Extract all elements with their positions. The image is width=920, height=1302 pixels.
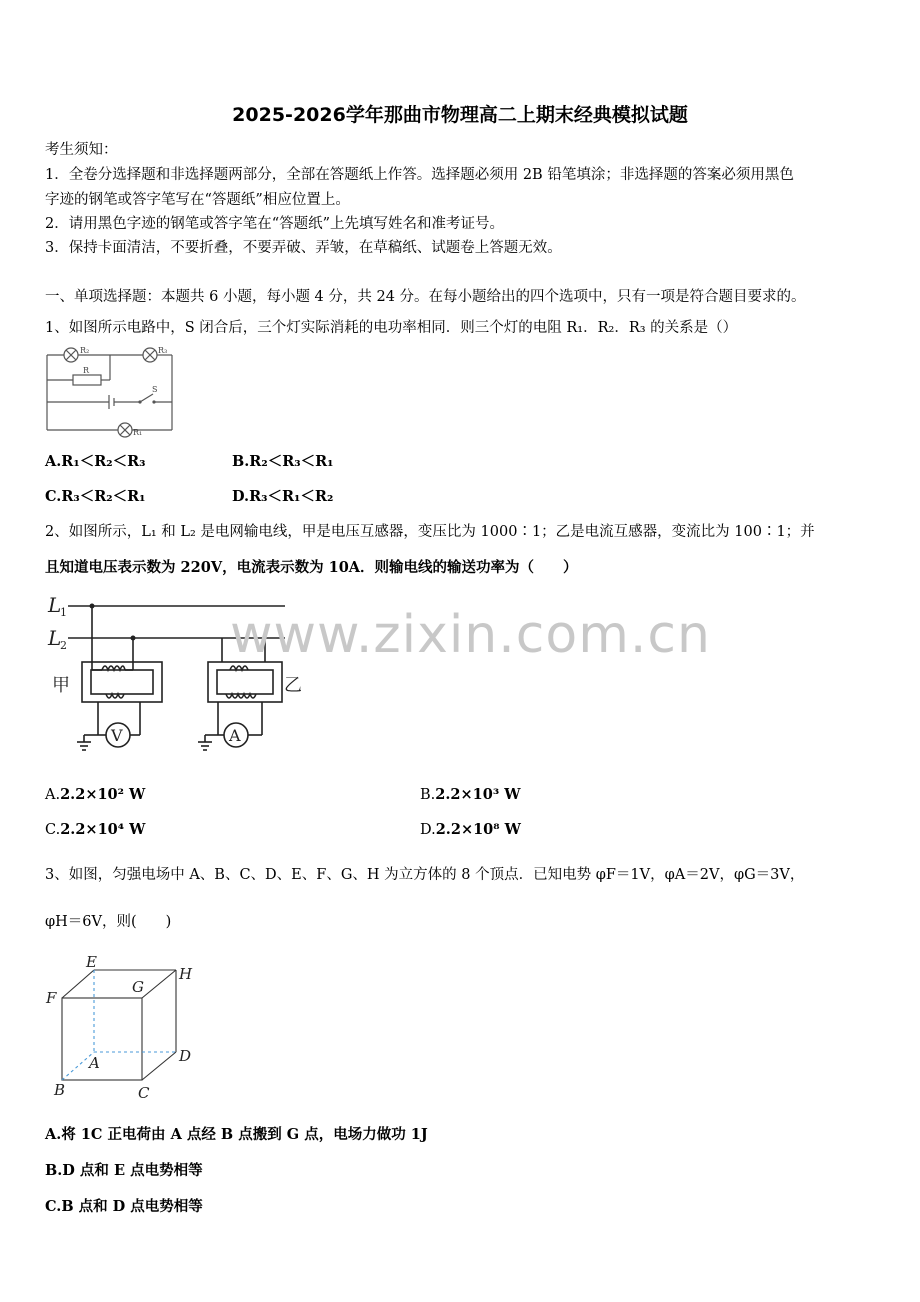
q2-stem-line1: 2、如图所示，L₁ 和 L₂ 是电网输电线，甲是电压互感器，变压比为 1000∶1；乙是电流互感器，变流比为 100∶1；并 — [45, 524, 815, 540]
q3-stem-line1: 3、如图，匀强电场中 A、B、C、D、E、F、G、H 为立方体的 8 个顶点．已知电势 φF＝1V，φA＝2V，φG＝3V， — [45, 867, 805, 883]
vertex-f: F — [46, 989, 57, 1007]
option-value: 2.2×10⁸ W — [435, 821, 521, 838]
q1-option-b: B.R₂＜R₃＜R₁ — [232, 453, 334, 470]
watermark: www.zixin.com.cn — [230, 605, 711, 665]
vertex-g: G — [132, 978, 144, 996]
notice-item: 1．全卷分选择题和非选择题两部分，全部在答题纸上作答。选择题必须用 2B 铅笔填涂；非选择题的答案必须用黑色 — [45, 167, 794, 183]
q3-option-a: A.将 1C 正电荷由 A 点经 B 点搬到 G 点，电场力做功 1J — [45, 1126, 428, 1143]
label-l2: L — [48, 626, 62, 650]
q1-option-c: C.R₃＜R₂＜R₁ — [45, 488, 146, 505]
ammeter-label: A — [229, 726, 241, 745]
q1-option-d: D.R₃＜R₁＜R₂ — [232, 488, 334, 505]
q2-option-b — [420, 786, 521, 803]
option-value: 2.2×10³ W — [435, 786, 521, 803]
q3-option-c: C.B 点和 D 点电势相等 — [45, 1198, 203, 1215]
q3-cube-diagram — [40, 950, 200, 1100]
q1-circuit-diagram — [40, 340, 180, 440]
q3-option-b: B.D 点和 E 点电势相等 — [45, 1162, 203, 1179]
label-r1: R₁ — [133, 428, 143, 437]
q1-option-a: A.R₁＜R₂＜R₃ — [45, 453, 146, 470]
label-jia: 甲 — [52, 675, 70, 696]
label-l2-sub: 2 — [60, 639, 67, 652]
voltmeter-label: V — [111, 726, 123, 745]
q2-stem-line2: 且知道电压表示数为 220V，电流表示数为 10A．则输电线的输送功率为（ ） — [45, 559, 578, 576]
q1-stem: 1、如图所示电路中，S 闭合后，三个灯实际消耗的电功率相同．则三个灯的电阻 R₁．R₂．R₃ 的关系是（） — [45, 320, 738, 336]
label-s: S — [152, 385, 158, 394]
q3-stem-line2: φH＝6V，则( ) — [45, 914, 172, 930]
label-yi: 乙 — [284, 675, 302, 696]
option-prefix: A. — [45, 787, 61, 803]
vertex-h: H — [179, 965, 193, 983]
section-heading: 一、单项选择题：本题共 6 小题，每小题 4 分，共 24 分。在每小题给出的四个选项中，只有一项是符合题目要求的。 — [45, 289, 806, 305]
page-title: 2025-2026学年那曲市物理高二上期末经典模拟试题 — [232, 104, 688, 126]
option-prefix: B. — [420, 787, 436, 803]
option-value: 2.2×10² W — [60, 786, 146, 803]
q2-option-c — [45, 821, 145, 838]
option-prefix: D. — [420, 822, 436, 838]
label-l1: L — [48, 593, 62, 617]
option-value: 2.2×10⁴ W — [60, 821, 146, 838]
vertex-b: B — [54, 1081, 66, 1099]
label-r2: R₂ — [80, 346, 90, 355]
vertex-a: A — [89, 1054, 100, 1072]
notice-item: 2．请用黑色字迹的钢笔或答字笔在“答题纸”上先填写姓名和准考证号。 — [45, 216, 505, 232]
label-l1-sub: 1 — [60, 606, 67, 619]
q2-option-a — [45, 786, 145, 803]
vertex-c: C — [138, 1084, 150, 1102]
notice-item: 3．保持卡面清洁，不要折叠，不要弄破、弄皱，在草稿纸、试题卷上答题无效。 — [45, 240, 562, 256]
label-r: R — [83, 366, 90, 375]
vertex-d: D — [179, 1047, 192, 1065]
q2-option-d — [420, 821, 521, 838]
vertex-e: E — [86, 953, 97, 971]
option-prefix: C. — [45, 822, 61, 838]
notice-heading: 考生须知： — [45, 142, 118, 158]
notice-item: 字迹的钢笔或答字笔写在“答题纸”相应位置上。 — [45, 192, 350, 208]
label-r3: R₃ — [158, 346, 168, 355]
